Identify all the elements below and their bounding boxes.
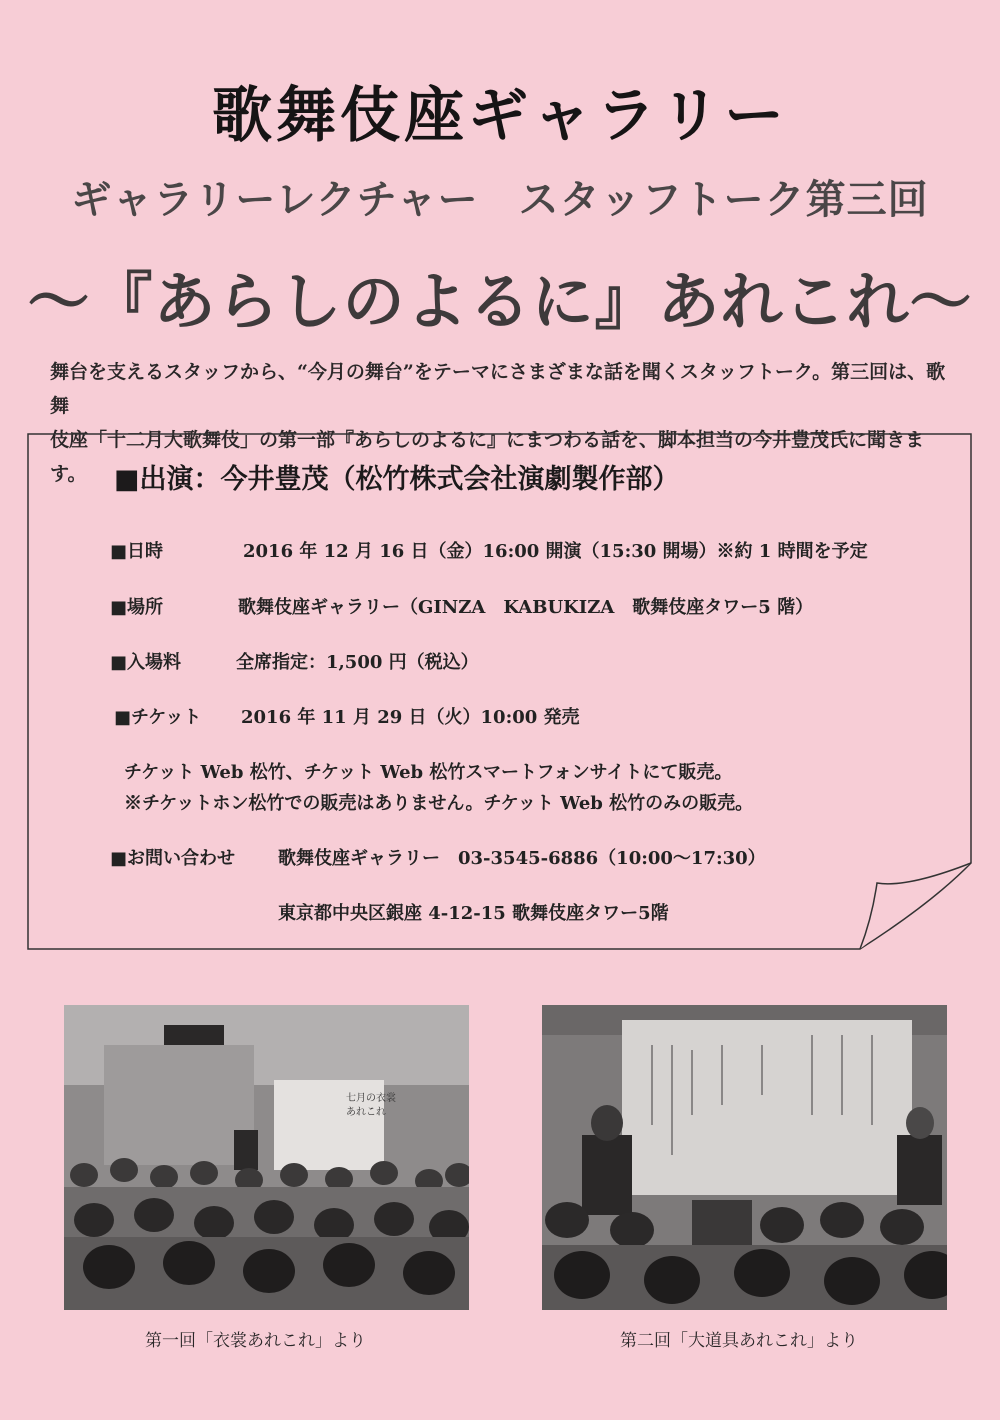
page-curl-frame [27, 433, 972, 950]
photo-second-lecture [542, 1005, 947, 1310]
fee-value: 全席指定：1,500 円（税込） [236, 652, 479, 673]
audience-photo-1 [64, 1005, 469, 1310]
audience-photo-2 [542, 1005, 947, 1310]
fee-label: ■入場料 [110, 652, 182, 673]
contact-value: 歌舞伎座ギャラリー 03-3545-6886（10:00～17:30） [278, 848, 766, 869]
info-box [27, 433, 972, 950]
place-value: 歌舞伎座ギャラリー（GINZA KABUKIZA 歌舞伎座タワー5 階） [238, 597, 814, 618]
event-headline: ～『あらしのよるに』あれこれ～ [27, 265, 973, 338]
intro-line-2: 伎座「十二月大歌舞伎」の第一部『あらしのよるに』にまつわる話を、脚本担当の今井豊茂氏に聞きます。 [50, 429, 925, 485]
date-label: ■日時 [110, 541, 164, 562]
screen-text-line-1: 七月の衣裳 [346, 1093, 396, 1104]
subtitle-lecture: ギャラリーレクチャー [71, 177, 479, 223]
photo-first-lecture [64, 1005, 469, 1310]
photo-caption-left: 第一回「衣裳あれこれ」より [145, 1331, 366, 1351]
page-title: 歌舞伎座ギャラリー [212, 81, 788, 151]
ticket-note-1: チケット Web 松竹、チケット Web 松竹スマートフォンサイトにて販売。 [124, 762, 733, 783]
photo-caption-right: 第二回「大道具あれこれ」より [620, 1331, 858, 1351]
address: 東京都中央区銀座 4-12-15 歌舞伎座タワー5階 [278, 903, 669, 924]
ticket-value: 2016 年 11 月 29 日（火）10:00 発売 [241, 707, 580, 728]
contact-label: ■お問い合わせ [110, 848, 236, 869]
intro-line-1: 舞台を支えるスタッフから、“今月の舞台”をテーマにさまざまな話を聞くスタッフトーク。第三回は、歌舞 [50, 361, 946, 417]
ticket-note-2: ※チケットホン松竹での販売はありません。チケット Web 松竹のみの販売。 [124, 793, 754, 814]
subtitle-staff-talk: スタッフトーク第三回 [518, 177, 929, 223]
event-subtitle [0, 168, 1000, 225]
performer-heading: ■出演：今井豊茂（松竹株式会社演劇製作部） [114, 464, 680, 495]
screen-text-line-2: あれこれ [346, 1107, 386, 1118]
ticket-label: ■チケット [114, 707, 202, 728]
date-value: 2016 年 12 月 16 日（金）16:00 開演（15:30 開場）※約 1 時間を予定 [243, 541, 868, 562]
place-label: ■場所 [110, 597, 164, 618]
